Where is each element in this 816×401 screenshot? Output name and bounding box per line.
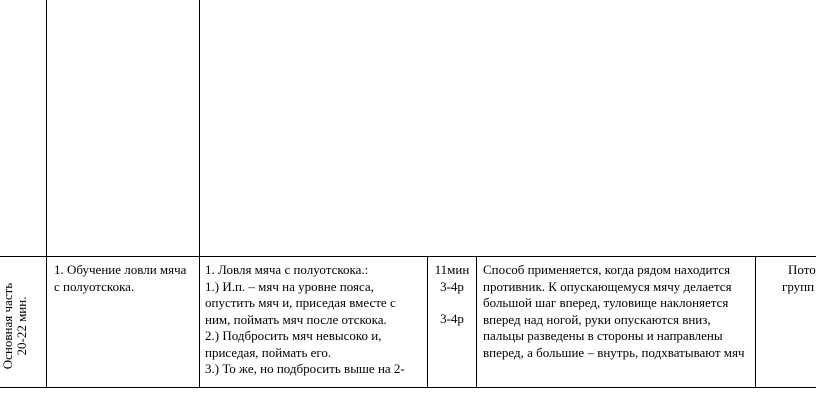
exercises-cell: [205, 262, 423, 378]
dosage-time: 11мин: [434, 262, 470, 277]
organization-cell: [782, 262, 816, 295]
dosage-reps: 3-4р: [440, 278, 464, 294]
task-cell: [54, 262, 194, 295]
exercise-item: 1.) И.п. – мяч на уровне пояса, опустить мяч и, приседая вместе с ним, поймать мяч после отскока.: [205, 278, 396, 327]
column-border: [476, 256, 477, 388]
method-cell: [483, 262, 751, 361]
section-label-line: Основная часть: [0, 282, 15, 370]
section-label: [1, 256, 29, 396]
column-border: [755, 256, 756, 388]
exercise-item: 2.) Подбросить мяч невысоко и, приседая, поймать его.: [205, 328, 382, 360]
dosage-reps: 3-4р: [440, 311, 464, 326]
column-border: [46, 0, 47, 388]
exercise-title: 1. Ловля мяча с полуотскока.:: [205, 262, 369, 277]
organization-text: Пото: [788, 262, 816, 277]
dosage-cell: [428, 262, 476, 328]
method-text: Способ применяется, когда рядом находится противник. К опускающемуся мячу делается большой шаг вперед, туловище наклоняется вперед над ногой, руки опускаются вниз, пальцы разведены в стороны и направлены вперед, а большие – внутрь, подхватывают мяч: [483, 262, 745, 360]
row-border: [0, 256, 816, 257]
exercise-item: 3.) То же, но подбросить выше на 2-: [205, 361, 405, 376]
organization-text: групп: [782, 278, 815, 294]
section-label-line: 20-22 мин.: [14, 296, 29, 356]
row-border: [0, 387, 816, 388]
column-border: [199, 0, 200, 388]
task-text: 1. Обучение ловли мяча с полуотскока.: [54, 262, 187, 294]
